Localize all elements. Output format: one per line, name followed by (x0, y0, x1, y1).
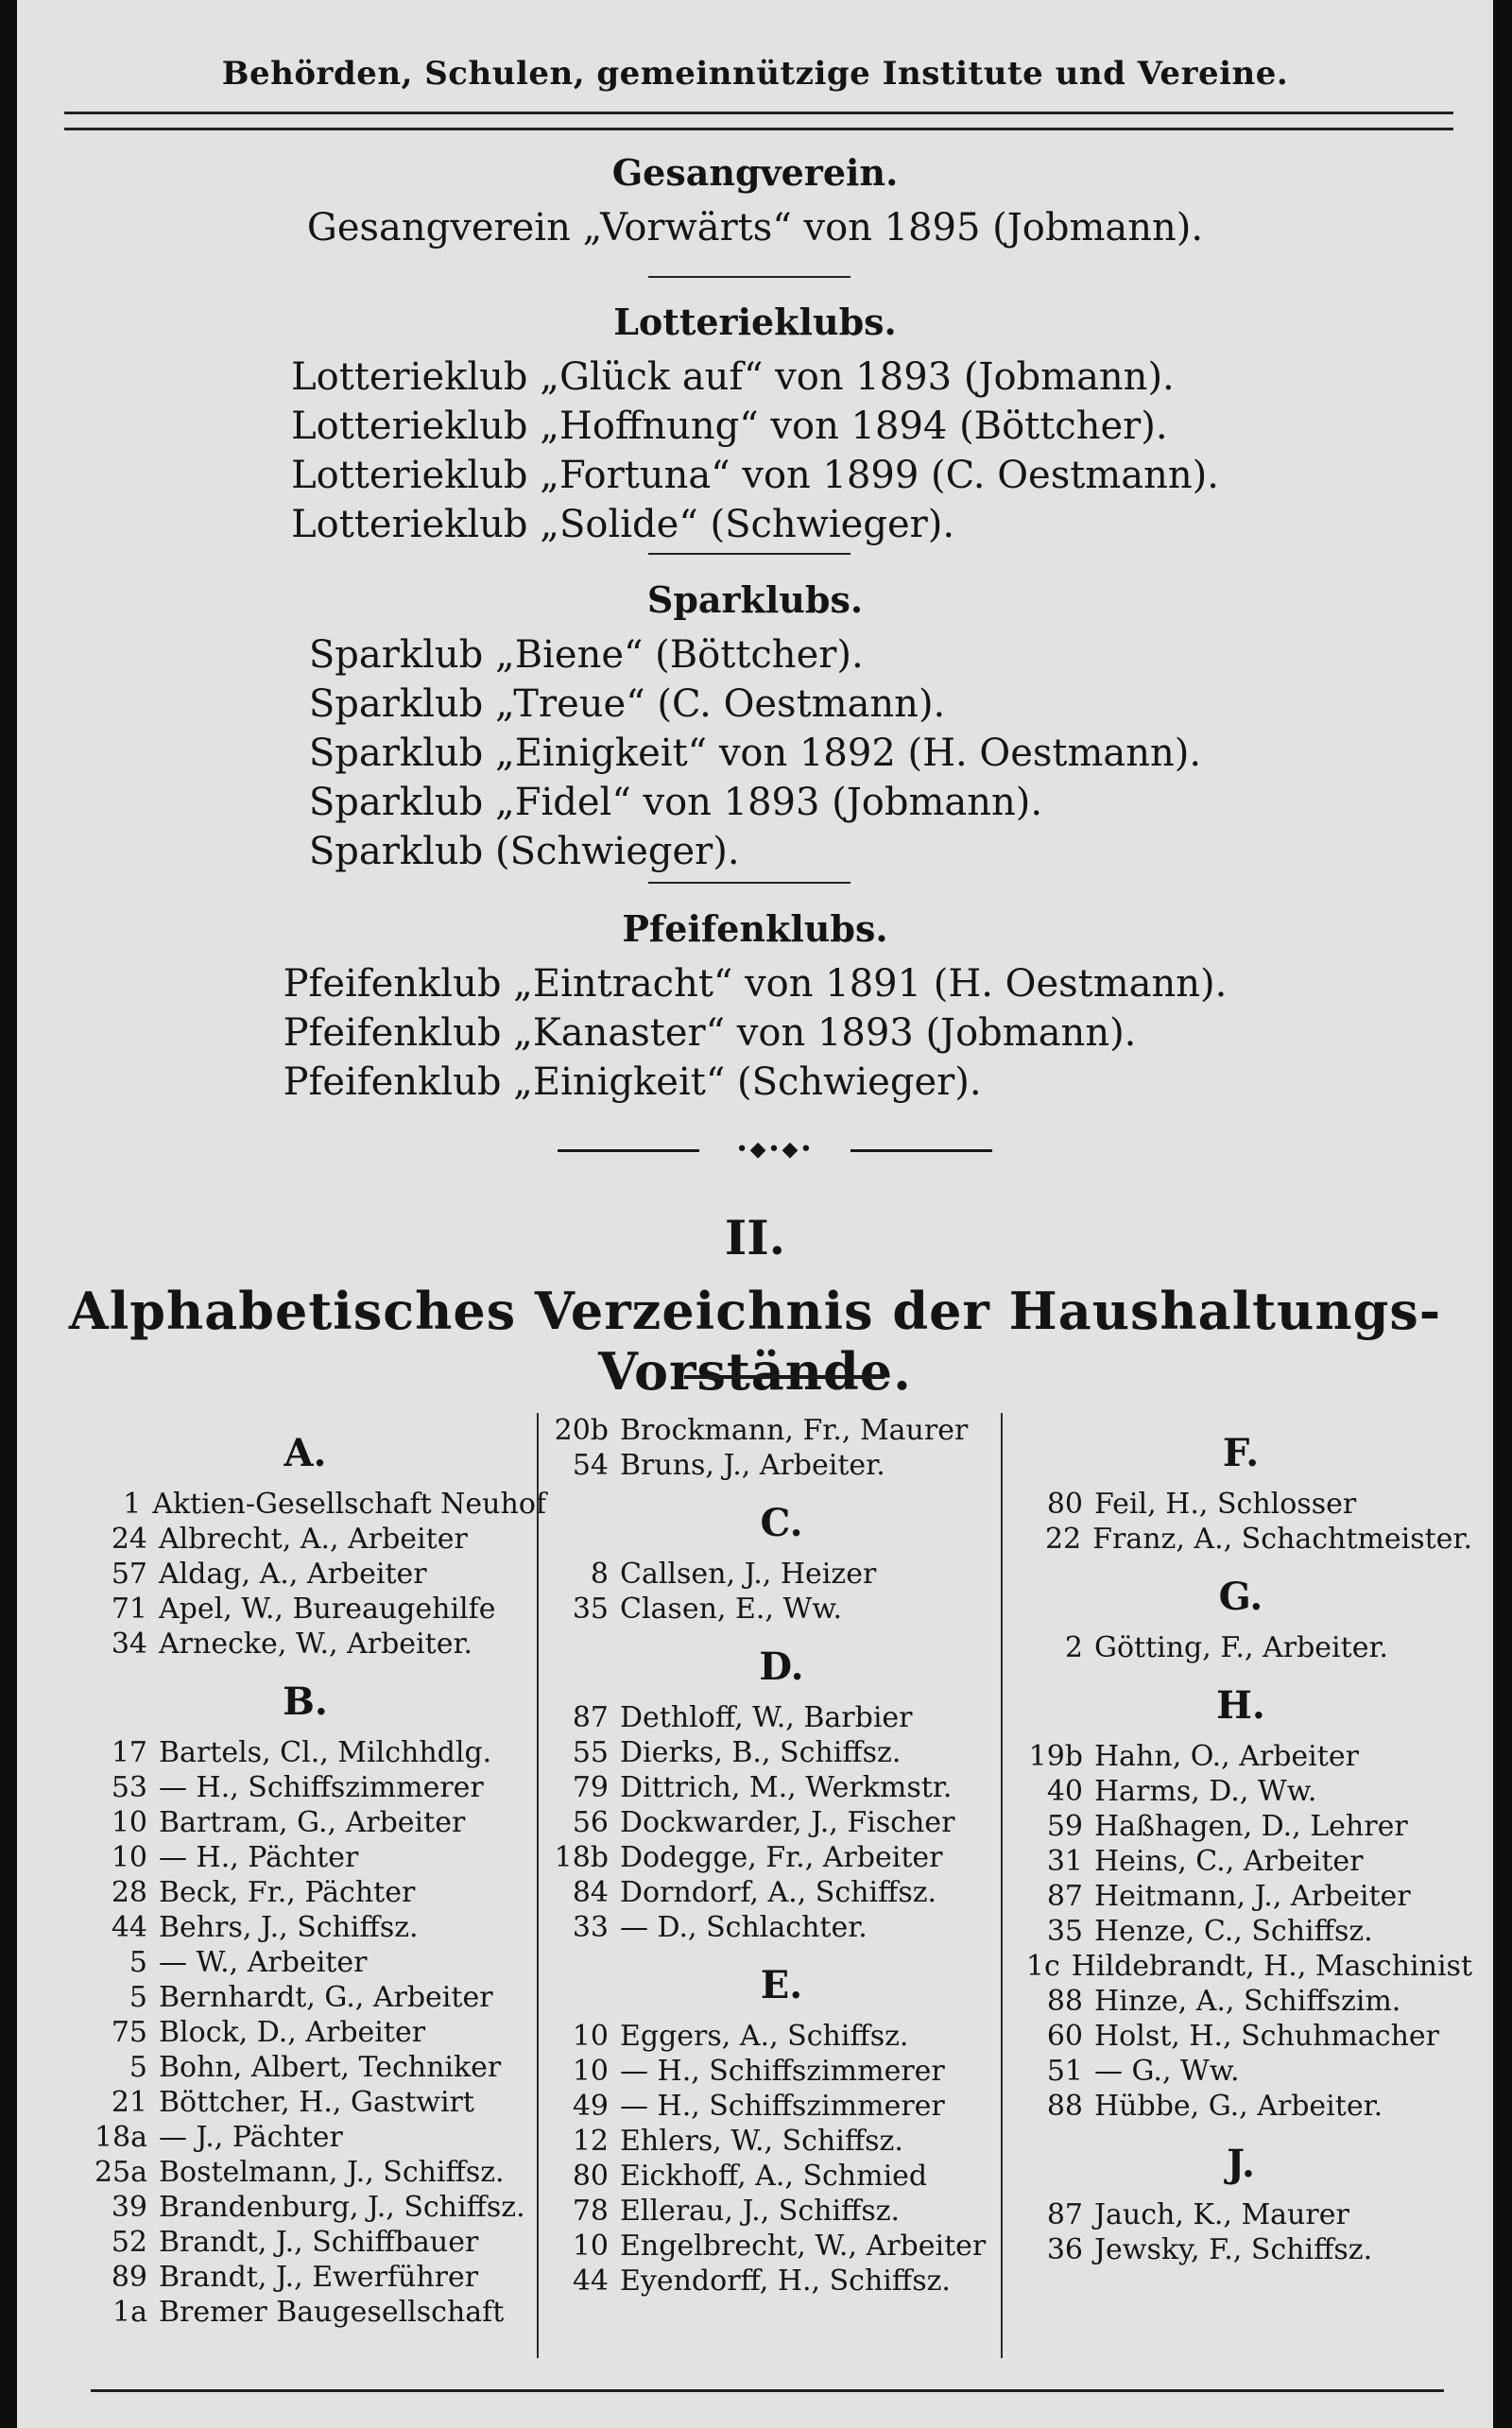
club-entry: Sparklub „Einigkeit“ von 1892 (H. Oestmann). (308, 732, 1202, 775)
resident-name: Apel, W., Bureaugehilfe (159, 1593, 496, 1626)
title-rule (684, 1375, 885, 1379)
directory-entry (542, 1840, 1021, 1875)
directory-entry (64, 1910, 546, 1945)
resident-name: Hinze, A., Schiffszim. (1094, 1985, 1401, 2018)
directory-entry (1009, 1984, 1472, 2019)
directory-entry (542, 2229, 1021, 2264)
letter-heading: G. (1218, 1575, 1263, 1619)
house-number: 18a (94, 2121, 147, 2154)
house-number: 59 (1046, 1810, 1083, 1843)
club-entry: Gesangverein „Vorwärts“ von 1895 (Jobmann). (306, 206, 1204, 250)
house-number: 22 (1044, 1523, 1082, 1556)
directory-entry (1009, 1844, 1472, 1879)
house-number: 79 (572, 1771, 609, 1804)
house-number: 54 (572, 1449, 609, 1482)
letter-heading: E. (760, 1963, 803, 2007)
section-title: Sparklubs. (646, 578, 864, 621)
house-number: 55 (572, 1736, 609, 1769)
house-number: 2 (1064, 1631, 1083, 1664)
directory-entry (542, 1700, 1021, 1735)
section-title: Pfeifenklubs. (622, 907, 888, 950)
house-number: 56 (572, 1806, 609, 1839)
directory-entry (1009, 1879, 1472, 1914)
directory-entry (1009, 2019, 1472, 2054)
house-number: 53 (111, 1771, 147, 1804)
header-rule (64, 112, 1453, 130)
directory-entry (1009, 1487, 1472, 1522)
house-number: 33 (572, 1911, 609, 1944)
directory-entry (64, 1522, 546, 1557)
resident-name: Dodegge, Fr., Arbeiter (620, 1841, 943, 1874)
resident-name: Bartels, Cl., Milchhdlg. (159, 1736, 492, 1769)
directory-entry (64, 1980, 546, 2015)
house-number: 1 (123, 1488, 142, 1521)
directory-column-2 (542, 1413, 1021, 2299)
club-entry: Lotterieklub „Hoffnung“ von 1894 (Böttcher). (291, 405, 1168, 448)
directory-entry (64, 2260, 546, 2295)
club-section-gesangverein (17, 151, 1493, 252)
house-number: 88 (1046, 1985, 1083, 2018)
house-number: 75 (111, 2016, 147, 2049)
section-title: Lotterieklubs. (613, 301, 897, 343)
directory-entry (542, 1592, 1021, 1627)
house-number: 19b (1028, 1740, 1083, 1773)
resident-name: Bruns, J., Arbeiter. (620, 1449, 885, 1482)
resident-name: Bohn, Albert, Techniker (159, 2051, 502, 2084)
house-number: 5 (129, 2051, 147, 2084)
club-entry: Lotterieklub „Solide“ (Schwieger). (291, 503, 955, 546)
resident-name: Brandt, J., Schiffbauer (159, 2226, 479, 2259)
resident-name: Dorndorf, A., Schiffsz. (620, 1876, 937, 1909)
house-number: 40 (1046, 1775, 1083, 1808)
resident-name: Brandenburg, J., Schiffsz. (159, 2191, 525, 2224)
resident-name: Dethloff, W., Barbier (620, 1701, 913, 1734)
section-divider (648, 276, 850, 278)
directory-entry (542, 1770, 1021, 1805)
resident-name: Hübbe, G., Arbeiter. (1094, 2090, 1383, 2123)
letter-heading: F. (1222, 1431, 1260, 1475)
house-number: 52 (111, 2226, 147, 2259)
resident-name: — H., Pächter (159, 1841, 359, 1874)
house-number: 84 (572, 1876, 609, 1909)
house-number: 36 (1046, 2233, 1083, 2266)
directory-entry (542, 1910, 1021, 1945)
resident-name: Aldag, A., Arbeiter (159, 1558, 427, 1591)
resident-name: Holst, H., Schuhmacher (1094, 2020, 1439, 2053)
directory-entry (64, 1487, 546, 1522)
directory-entry (1009, 1809, 1472, 1844)
directory-entry (64, 2120, 546, 2155)
directory-column-1 (64, 1413, 546, 2330)
column-divider (1001, 1413, 1003, 2358)
resident-name: Engelbrecht, W., Arbeiter (620, 2230, 987, 2263)
resident-name: Bartram, G., Arbeiter (159, 1806, 466, 1839)
house-number: 35 (1046, 1915, 1083, 1948)
club-entry: Lotterieklub „Glück auf“ von 1893 (Jobmann). (291, 355, 1175, 399)
resident-name: Bostelmann, J., Schiffsz. (159, 2156, 505, 2189)
directory-entry (1009, 2232, 1472, 2267)
club-entry: Pfeifenklub „Kanaster“ von 1893 (Jobmann). (283, 1011, 1137, 1055)
house-number: 5 (129, 1946, 147, 1979)
house-number: 57 (111, 1558, 147, 1591)
directory-entry (64, 1592, 546, 1627)
directory-entry (64, 1557, 546, 1592)
letter-heading: A. (284, 1431, 327, 1475)
house-number: 18b (554, 1841, 609, 1874)
club-entry: Sparklub „Treue“ (C. Oestmann). (308, 682, 946, 726)
resident-name: — W., Arbeiter (159, 1946, 368, 1979)
club-entry: Pfeifenklub „Eintracht“ von 1891 (H. Oestmann). (283, 962, 1228, 1006)
directory-entry (1009, 1630, 1472, 1665)
house-number: 87 (572, 1701, 609, 1734)
ornament-glyphs: •◆•◆• (730, 1138, 820, 1162)
resident-name: Albrecht, A., Arbeiter (159, 1523, 468, 1556)
house-number: 12 (572, 2125, 609, 2158)
house-number: 49 (572, 2090, 609, 2123)
directory-entry (542, 2194, 1021, 2229)
directory-entry (542, 1735, 1021, 1770)
house-number: 25a (94, 2156, 147, 2189)
resident-name: Behrs, J., Schiffsz. (159, 1911, 419, 1944)
letter-heading: C. (760, 1501, 803, 1545)
club-section-lotterieklubs (17, 301, 1493, 549)
resident-name: Brockmann, Fr., Maurer (620, 1414, 969, 1447)
directory-entry (542, 2264, 1021, 2299)
resident-name: Callsen, J., Heizer (620, 1558, 877, 1591)
house-number: 10 (572, 2055, 609, 2088)
directory-entry (542, 2089, 1021, 2124)
house-number: 1a (112, 2296, 147, 2329)
resident-name: Dierks, B., Schiffsz. (620, 1736, 902, 1769)
house-number: 60 (1046, 2020, 1083, 2053)
resident-name: — H., Schiffszimmerer (159, 1771, 484, 1804)
part-title: Alphabetisches Verzeichnis der Haushaltungs-Vorstände. (68, 1281, 1442, 1402)
house-number: 24 (111, 1523, 147, 1556)
club-entry: Sparklub „Fidel“ von 1893 (Jobmann). (308, 781, 1043, 824)
directory-entry (542, 2159, 1021, 2194)
resident-name: Ehlers, W., Schiffsz. (620, 2125, 903, 2158)
directory-entry (1009, 2197, 1472, 2232)
letter-heading: J. (1227, 2142, 1255, 2186)
directory-column-3 (1009, 1413, 1472, 2267)
club-entry: Pfeifenklub „Einigkeit“ (Schwieger). (283, 1060, 982, 1104)
directory-entry (64, 2050, 546, 2085)
directory-entry (542, 1413, 1021, 1448)
resident-name: Beck, Fr., Pächter (159, 1876, 416, 1909)
section-divider (648, 882, 850, 884)
house-number: 78 (572, 2195, 609, 2228)
resident-name: Jewsky, F., Schiffsz. (1094, 2233, 1373, 2266)
resident-name: Ellerau, J., Schiffsz. (620, 2195, 901, 2228)
house-number: 17 (111, 1736, 147, 1769)
resident-name: Franz, A., Schachtmeister. (1092, 1523, 1472, 1556)
house-number: 10 (572, 2020, 609, 2053)
resident-name: Brandt, J., Ewerführer (159, 2261, 479, 2294)
document-page (17, 0, 1493, 2428)
directory-entry (542, 2054, 1021, 2089)
house-number: 44 (111, 1911, 147, 1944)
house-number: 34 (111, 1627, 147, 1661)
directory-entry (64, 1805, 546, 1840)
letter-heading: H. (1216, 1683, 1265, 1728)
resident-name: Henze, C., Schiffsz. (1094, 1915, 1373, 1948)
resident-name: Jauch, K., Maurer (1094, 2198, 1349, 2231)
resident-name: — G., Ww. (1094, 2055, 1240, 2088)
section-title: Gesangverein. (611, 151, 899, 194)
letter-heading: D. (759, 1644, 804, 1689)
directory-entry (64, 1770, 546, 1805)
house-number: 28 (111, 1876, 147, 1909)
resident-name: — J., Pächter (159, 2121, 343, 2154)
directory-entry (542, 2124, 1021, 2159)
part-number: II. (724, 1210, 786, 1266)
resident-name: — D., Schlachter. (620, 1911, 868, 1944)
house-number: 20b (554, 1414, 609, 1447)
house-number: 21 (111, 2086, 147, 2119)
house-number: 71 (111, 1593, 147, 1626)
resident-name: Hildebrandt, H., Maschinist (1071, 1950, 1472, 1983)
resident-name: — H., Schiffszimmerer (620, 2055, 945, 2088)
directory-entry (1009, 2089, 1472, 2124)
house-number: 39 (111, 2191, 147, 2224)
directory-entry (64, 1627, 546, 1662)
directory-entry (64, 2015, 546, 2050)
resident-name: Dockwarder, J., Fischer (620, 1806, 955, 1839)
resident-name: Arnecke, W., Arbeiter. (159, 1627, 473, 1661)
section-divider (648, 553, 850, 555)
house-number: 87 (1046, 1880, 1083, 1913)
directory-entry (64, 2295, 546, 2330)
house-number: 8 (590, 1558, 609, 1591)
house-number: 10 (111, 1841, 147, 1874)
directory-entry (1009, 1949, 1472, 1984)
directory-entry (64, 2085, 546, 2120)
house-number: 5 (129, 1981, 147, 2014)
directory-entry (542, 1557, 1021, 1592)
directory-entry (542, 1448, 1021, 1483)
directory-entry (1009, 1739, 1472, 1774)
running-header: Behörden, Schulen, gemeinnützige Institute und Vereine. (221, 55, 1289, 93)
resident-name: Feil, H., Schlosser (1094, 1488, 1357, 1521)
column-divider (537, 1413, 539, 2358)
house-number: 80 (572, 2160, 609, 2193)
resident-name: — H., Schiffszimmerer (620, 2090, 945, 2123)
resident-name: Eggers, A., Schiffsz. (620, 2020, 909, 2053)
resident-name: Heitmann, J., Arbeiter (1094, 1880, 1411, 1913)
resident-name: Clasen, E., Ww. (620, 1593, 842, 1626)
house-number: 1c (1025, 1950, 1060, 1983)
house-number: 51 (1046, 2055, 1083, 2088)
house-number: 88 (1046, 2090, 1083, 2123)
resident-name: Harms, D., Ww. (1094, 1775, 1317, 1808)
directory-entry (64, 2190, 546, 2225)
resident-name: Eyendorff, H., Schiffsz. (620, 2264, 951, 2298)
resident-name: Bernhardt, G., Arbeiter (159, 1981, 493, 2014)
house-number: 31 (1046, 1845, 1083, 1878)
club-section-sparklubs (17, 578, 1493, 876)
house-number: 87 (1046, 2198, 1083, 2231)
directory-entry (1009, 2054, 1472, 2089)
resident-name: Block, D., Arbeiter (159, 2016, 426, 2049)
resident-name: Hahn, O., Arbeiter (1094, 1740, 1359, 1773)
directory-entry (64, 1735, 546, 1770)
resident-name: Böttcher, H., Gastwirt (159, 2086, 474, 2119)
house-number: 10 (572, 2230, 609, 2263)
house-number: 10 (111, 1806, 147, 1839)
house-number: 89 (111, 2261, 147, 2294)
resident-name: Dittrich, M., Werkmstr. (620, 1771, 953, 1804)
directory-entry (64, 1840, 546, 1875)
resident-name: Aktien-Gesellschaft Neuhof (152, 1488, 546, 1521)
club-entry: Sparklub „Biene“ (Böttcher). (308, 633, 864, 677)
resident-name: Bremer Baugesellschaft (159, 2296, 505, 2329)
directory-entry (542, 1805, 1021, 1840)
letter-heading: B. (283, 1679, 328, 1724)
directory-entry (64, 1945, 546, 1980)
club-section-pfeifenklubs (17, 907, 1493, 1107)
club-entry: Sparklub (Schwieger). (308, 830, 740, 873)
directory-entry (542, 2019, 1021, 2054)
directory-entry (1009, 1774, 1472, 1809)
house-number: 80 (1046, 1488, 1083, 1521)
ornament-divider (558, 1137, 992, 1163)
resident-name: Götting, F., Arbeiter. (1094, 1631, 1389, 1664)
resident-name: Eickhoff, A., Schmied (620, 2160, 928, 2193)
house-number: 44 (572, 2264, 609, 2298)
directory-entry (542, 1875, 1021, 1910)
bottom-rule (91, 2389, 1444, 2392)
directory-entry (1009, 1522, 1472, 1557)
directory-entry (64, 1875, 546, 1910)
club-entry: Lotterieklub „Fortuna“ von 1899 (C. Oestmann). (291, 454, 1219, 497)
resident-name: Haßhagen, D., Lehrer (1094, 1810, 1408, 1843)
resident-name: Heins, C., Arbeiter (1094, 1845, 1364, 1878)
directory-entry (1009, 1914, 1472, 1949)
directory-entry (64, 2155, 546, 2190)
directory-entry (64, 2225, 546, 2260)
house-number: 35 (572, 1593, 609, 1626)
